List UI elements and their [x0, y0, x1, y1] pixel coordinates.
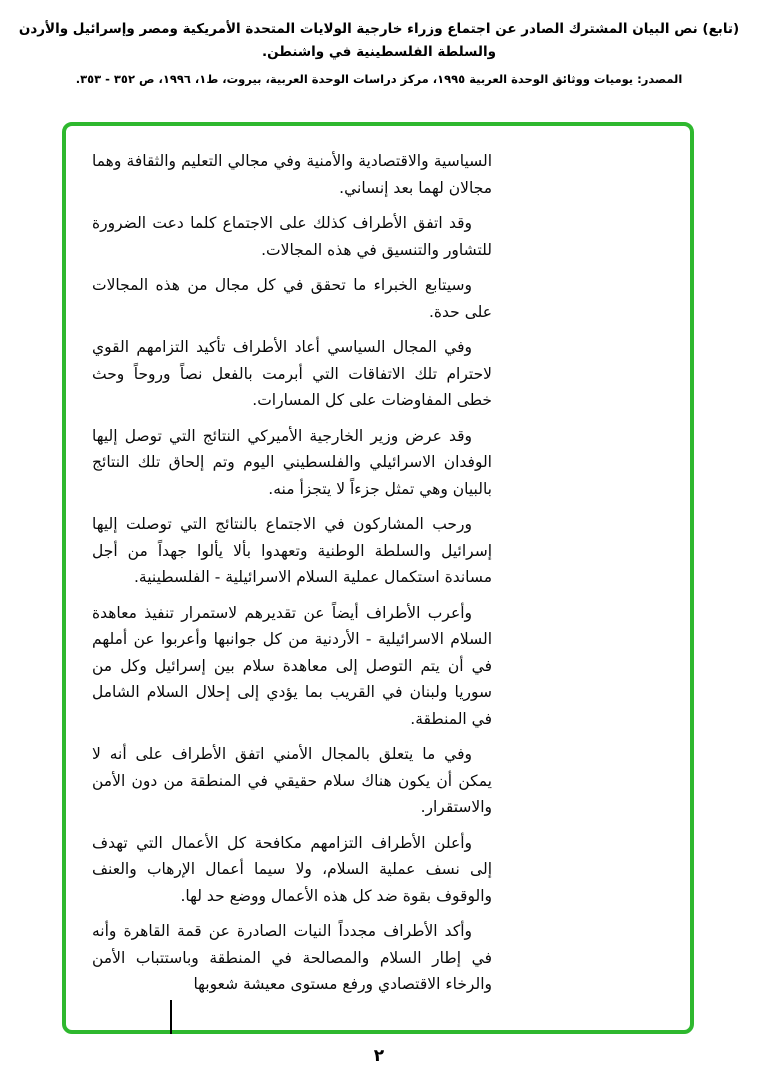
text-frame	[62, 122, 694, 1034]
page-number: ٢	[373, 1046, 385, 1066]
document-source-citation: المصدر: يوميات ووثائق الوحدة العربية ١٩٩٥، مركز دراسات الوحدة العربية، بيروت، ط١، ١٩٩٦، ص ٣٥٢ - ٣٥٣.	[75, 72, 683, 86]
document-title-line1: (تابع) نص البيان المشترك الصادر عن اجتماع وزراء خارجية الولايات المتحدة الأمريكية ومصر وإسرائيل والأردن	[18, 21, 740, 37]
body-paragraph: وقد عرض وزير الخارجية الأميركي النتائج التي توصل إليها الوفدان الاسرائيلي والفلسطيني اليوم وتم إلحاق تلك النتائج بالبيان وهي تمثل جزءاً لا يتجزأ منه.	[92, 426, 492, 498]
body-paragraph: وفي المجال السياسي أعاد الأطراف تأكيد التزامهم القوي لاحترام تلك الاتفاقات التي أبرمت بالفعل نصاً وروحاً وحث خطى المفاوضات على كل المسارات.	[92, 338, 492, 409]
document-title-line2: والسلطة الفلسطينية في واشنطن.	[261, 44, 497, 60]
document-header	[0, 0, 758, 88]
body-paragraph: السياسية والاقتصادية والأمنية وفي مجالي التعليم والثقافة وهما مجالان لهما بعد إنساني.	[92, 152, 492, 197]
body-text-column	[92, 148, 492, 1007]
body-paragraph: وأكد الأطراف مجدداً النيات الصادرة عن قمة القاهرة وأنه في إطار السلام والمصالحة في المنطقة وباستتباب الأمن والرخاء الاقتصادي ورفع مستوى معيشة شعوبها	[92, 922, 492, 993]
body-paragraph: وفي ما يتعلق بالمجال الأمني اتفق الأطراف على أنه لا يمكن أن يكون هناك سلام حقيقي في المنطقة من دون الأمن والاستقرار.	[92, 745, 492, 816]
body-paragraph: ورحب المشاركون في الاجتماع بالنتائج التي توصلت إليها إسرائيل والسلطة الوطنية وتعهدوا بألا يألوا جهداً من أجل مساندة استكمال عملية السلام الاسرائيلية - الفلسطينية.	[92, 515, 492, 586]
body-paragraph: وأعرب الأطراف أيضاً عن تقديرهم لاستمرار تنفيذ معاهدة السلام الاسرائيلية - الأردنية من كل جوانبها وأعربوا عن أملهم في أن يتم التوصل إلى معاهدة سلام بين إسرائيل وكل من سوريا ولبنان في القريب بما يؤدي إلى إحلال السلام الشامل في المنطقة.	[92, 603, 492, 728]
scan-artifact-line	[170, 1000, 172, 1034]
body-paragraph: وسيتابع الخبراء ما تحقق في كل مجال من هذه المجالات على حدة.	[92, 276, 492, 321]
body-paragraph: وأعلن الأطراف التزامهم مكافحة كل الأعمال التي تهدف إلى نسف عملية السلام، ولا سيما أعمال الإرهاب والعنف والوقوف بقوة ضد كل هذه الأعمال ووضع حد لها.	[92, 833, 492, 905]
body-paragraph: وقد اتفق الأطراف كذلك على الاجتماع كلما دعت الضرورة للتشاور والتنسيق في هذه المجالات.	[92, 214, 492, 259]
